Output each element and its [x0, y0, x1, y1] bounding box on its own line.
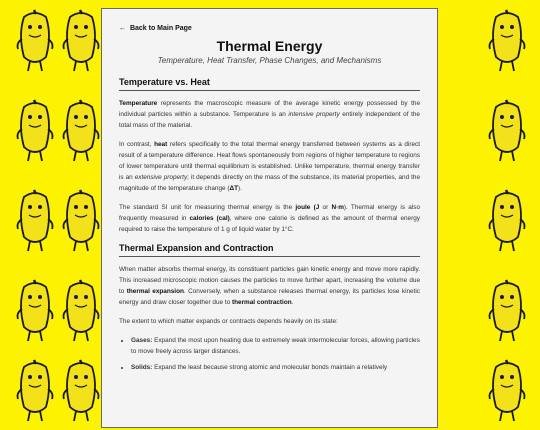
term-newton-meter: N·m	[331, 204, 344, 211]
section-heading: Temperature vs. Heat	[119, 77, 420, 91]
banana-character-icon	[484, 185, 530, 260]
term-thermal-contraction: thermal contraction	[231, 299, 292, 306]
section-heading: Thermal Expansion and Contraction	[119, 243, 420, 257]
section-thermal-expansion	[119, 243, 420, 373]
term-extensive-property: extensive property	[134, 174, 188, 181]
page-title: Thermal Energy	[216, 38, 323, 54]
list-item-label: Gases:	[131, 337, 153, 344]
section-temperature-vs-heat	[119, 77, 420, 235]
banana-character-icon	[58, 275, 104, 350]
left-arrow-icon: ←	[119, 25, 126, 32]
banana-character-icon	[58, 355, 104, 430]
list-item	[131, 335, 420, 357]
text: The standard SI unit for measuring thermal energy is the	[119, 204, 296, 211]
banana-character-icon	[12, 275, 58, 350]
banana-character-icon	[484, 355, 530, 430]
main-content	[101, 8, 438, 428]
banana-character-icon	[58, 95, 104, 170]
banana-character-icon	[12, 95, 58, 170]
text: When matter absorbs thermal energy, its constituent particles gain kinetic energy and move more rapidly. This increased microscopic motion causes the particles to move further apart, increasing the volume due to	[119, 266, 420, 295]
text: ). Thermal energy is also frequently measured in	[119, 204, 421, 222]
text: refers specifically to the total thermal energy transferred between systems as a direct result of a temperature difference. Heat flows spontaneously from regions of higher temperature to regions of lower temperature until thermal equilibrium is established. Unlike temperature, thermal energy transfer is an	[119, 141, 421, 181]
text: , where one calorie is defined as the amount of thermal energy required to raise the temperature of 1 g of liquid water by 1°C.	[119, 215, 420, 233]
text: . Conversely, when a substance releases thermal energy, its particles lose kinetic energy and draw closer together due to	[119, 288, 420, 306]
banana-character-icon	[484, 5, 530, 80]
term-joule: joule (J	[295, 204, 320, 211]
banana-character-icon	[12, 355, 58, 430]
text: .	[291, 299, 294, 306]
text: entirely independent of the total mass of the material.	[119, 111, 420, 129]
back-link-label: Back to Main Page	[129, 25, 192, 32]
text: ; it depends directly on the mass of the substance, its material properties, and the magnitude of the temperature change (	[119, 174, 420, 192]
list-item	[131, 362, 420, 373]
list-item-text: Expand the most upon heating due to extremely weak intermolecular forces, allowing particles to move freely across larger distances.	[131, 337, 420, 355]
banana-character-icon	[12, 5, 58, 80]
banana-character-icon	[484, 95, 530, 170]
term-delta-t: ΔT	[229, 185, 238, 192]
states-list	[119, 335, 420, 373]
text: ).	[238, 185, 242, 192]
banana-character-icon	[58, 5, 104, 80]
list-item-text: Expand the least because strong atomic and molecular bonds maintain a relatively	[152, 364, 388, 371]
term-calories: calories (cal)	[189, 215, 230, 222]
paragraph	[119, 98, 420, 131]
paragraph	[119, 202, 420, 235]
banana-character-icon	[58, 185, 104, 260]
paragraph	[119, 264, 420, 308]
term-temperature: Temperature	[119, 100, 158, 107]
text: or	[319, 204, 332, 211]
term-heat: heat	[154, 141, 168, 148]
term-intensive-property: intensive property	[288, 111, 340, 118]
text: represents the macroscopic measure of the average kinetic energy possessed by the individual particles within a substance. Temperature is an	[119, 100, 420, 118]
paragraph	[119, 139, 420, 194]
list-item-label: Solids:	[131, 364, 153, 371]
banana-character-icon	[484, 275, 530, 350]
back-to-main-link[interactable]	[119, 25, 420, 32]
banana-character-icon	[12, 185, 58, 260]
term-thermal-expansion: thermal expansion	[126, 288, 184, 295]
text: In contrast,	[119, 141, 155, 148]
paragraph: The extent to which matter expands or contracts depends heavily on its state:	[119, 318, 338, 325]
page-subtitle: Temperature, Heat Transfer, Phase Changes, and Mechanisms	[157, 56, 382, 65]
